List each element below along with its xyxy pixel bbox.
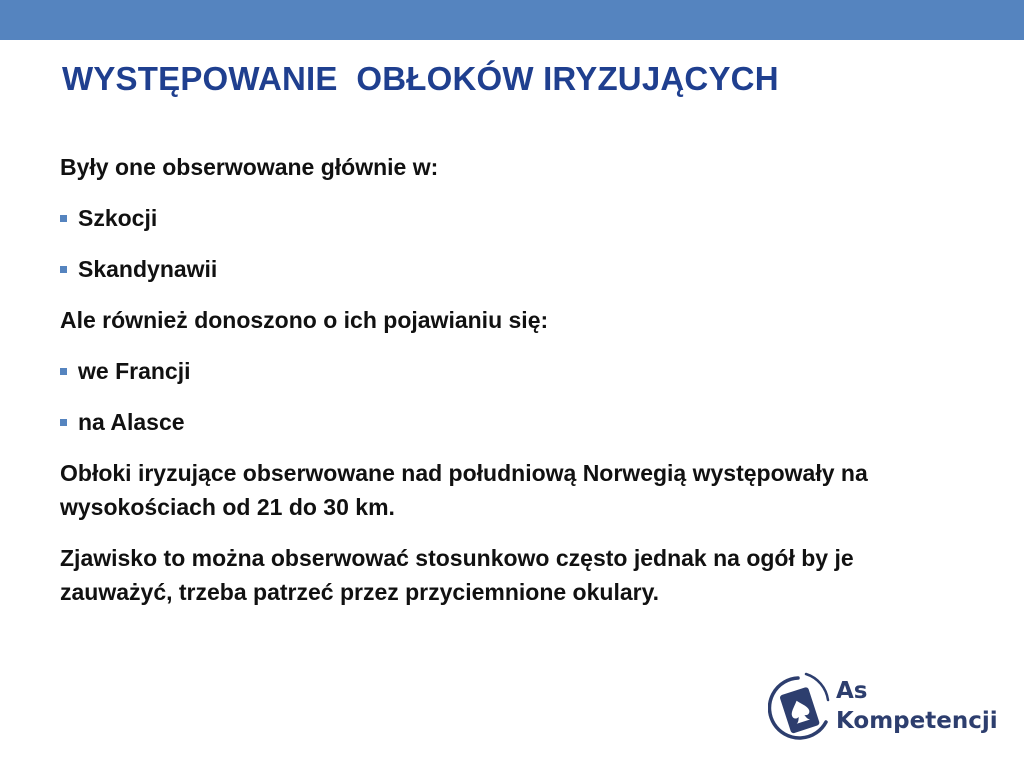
logo (768, 670, 1008, 750)
bullet-square-icon (60, 266, 67, 273)
slide-content (60, 150, 950, 626)
list-item-label: we Francji (78, 358, 191, 384)
norway-paragraph: Obłoki iryzujące obserwowane nad południową Norwegią występowały na wysokościach od 21 do 30 km. (60, 460, 868, 520)
card-spade-icon (768, 670, 832, 742)
intro-text-2: Ale również donoszono o ich pojawianiu się: (60, 307, 549, 333)
bullet-square-icon (60, 419, 67, 426)
top-accent-bar (0, 0, 1024, 40)
list-item (60, 405, 950, 439)
logo-line-2: Kompetencji (836, 708, 998, 734)
logo-line-1: As (836, 678, 868, 704)
intro-text: Były one obserwowane głównie w: (60, 154, 439, 180)
logo-wordmark (836, 676, 998, 736)
bullet-square-icon (60, 368, 67, 375)
list-item-label: na Alasce (78, 409, 185, 435)
list-item-label: Skandynawii (78, 256, 218, 282)
bullet-square-icon (60, 215, 67, 222)
list-item (60, 354, 950, 388)
list-item (60, 201, 950, 235)
list-item (60, 252, 950, 286)
observation-paragraph: Zjawisko to można obserwować stosunkowo często jednak na ogół by je zauważyć, trzeba patrzeć przez przyciemnione okulary. (60, 545, 854, 605)
list-item-label: Szkocji (78, 205, 158, 231)
slide-title: WYSTĘPOWANIE OBŁOKÓW IRYZUJĄCYCH (62, 60, 779, 97)
